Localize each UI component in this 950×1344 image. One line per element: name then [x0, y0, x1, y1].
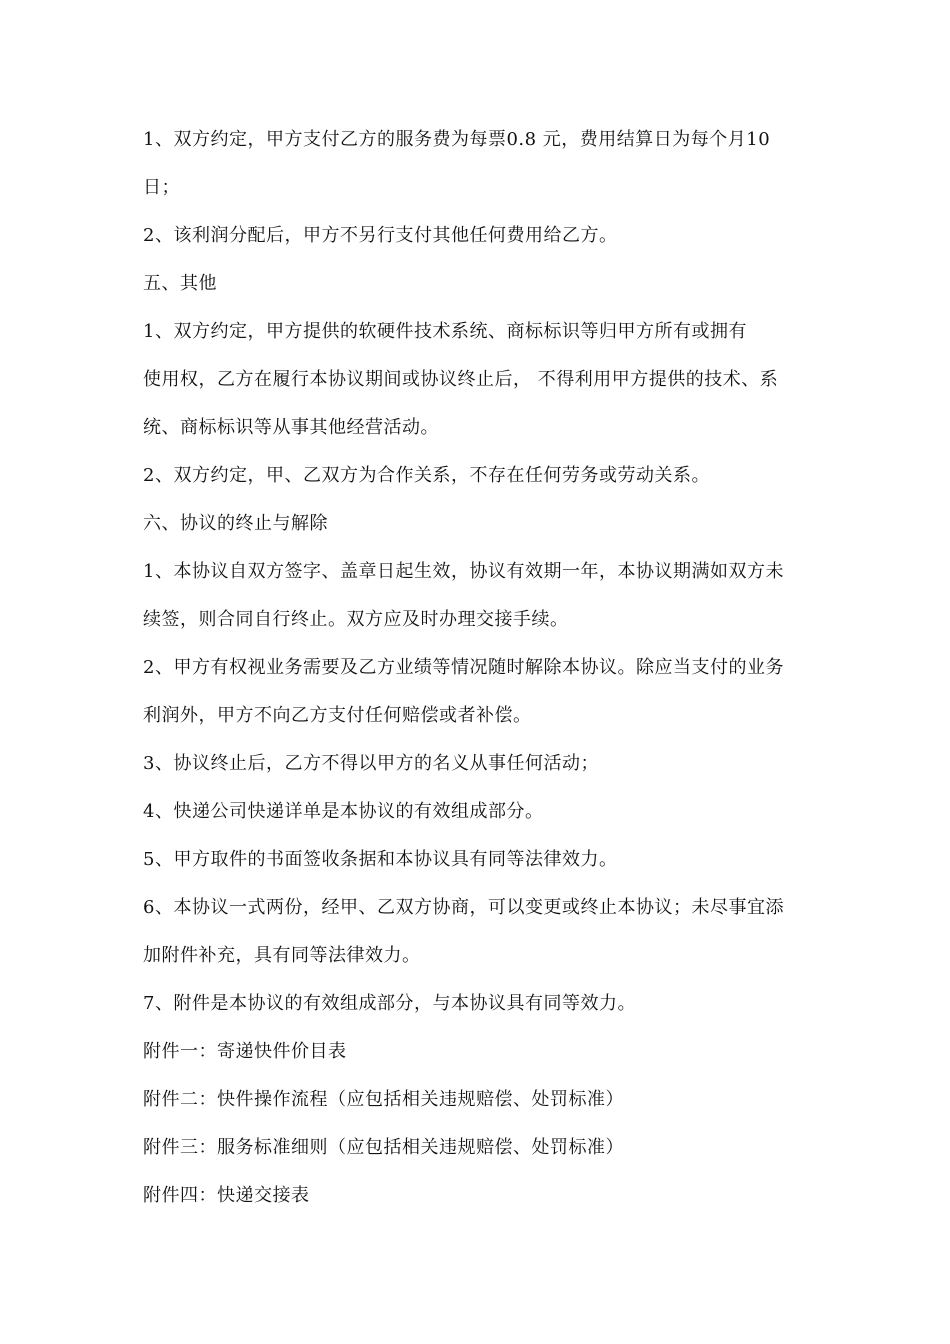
attachment-1-line: 附件一：寄递快件价目表	[143, 1041, 347, 1062]
post-termination-clause-line: 3、协议终止后，乙方不得以甲方的名义从事任何活动；	[143, 753, 599, 774]
section-heading-other: 五、其他	[143, 273, 217, 294]
attachment-4-line: 附件四：快递交接表	[143, 1185, 310, 1206]
effective-clause-line-cont: 续签，则合同自行终止。双方应及时办理交接手续。	[143, 609, 569, 630]
copies-clause-line: 6、本协议一式两份，经甲、乙双方协商，可以变更或终止本协议；未尽事宜添	[143, 897, 784, 918]
attachment-3-line: 附件三：服务标准细则（应包括相关违规赔偿、处罚标准）	[143, 1137, 624, 1158]
receipt-clause-line: 5、甲方取件的书面签收条据和本协议具有同等法律效力。	[143, 849, 618, 870]
attachment-2-line: 附件二：快件操作流程（应包括相关违规赔偿、处罚标准）	[143, 1089, 624, 1110]
attachment-clause-line: 7、附件是本协议的有效组成部分，与本协议具有同等效力。	[143, 993, 636, 1014]
rescission-clause-line: 2、甲方有权视业务需要及乙方业绩等情况随时解除本协议。除应当支付的业务	[143, 657, 784, 678]
section-heading-termination: 六、协议的终止与解除	[143, 513, 328, 534]
ip-clause-line-end: 统、商标标识等从事其他经营活动。	[143, 417, 439, 438]
fee-clause-line-cont: 日；	[143, 177, 180, 198]
rescission-clause-line-cont: 利润外，甲方不向乙方支付任何赔偿或者补偿。	[143, 705, 532, 726]
relationship-clause-line: 2、双方约定，甲、乙双方为合作关系，不存在任何劳务或劳动关系。	[143, 465, 710, 486]
profit-clause-line: 2、该利润分配后，甲方不另行支付其他任何费用给乙方。	[143, 225, 618, 246]
ip-clause-line-cont: 使用权，乙方在履行本协议期间或协议终止后， 不得利用甲方提供的技术、系	[143, 369, 779, 390]
copies-clause-line-cont: 加附件补充，具有同等法律效力。	[143, 945, 421, 966]
courier-detail-clause-line: 4、快递公司快递详单是本协议的有效组成部分。	[143, 801, 544, 822]
effective-clause-line: 1、本协议自双方签字、盖章日起生效，协议有效期一年，本协议期满如双方未	[143, 561, 784, 582]
fee-clause-line: 1、双方约定，甲方支付乙方的服务费为每票0.8 元，费用结算日为每个月10	[143, 129, 771, 150]
ip-clause-line: 1、双方约定，甲方提供的软硬件技术系统、商标标识等归甲方所有或拥有	[143, 321, 747, 342]
